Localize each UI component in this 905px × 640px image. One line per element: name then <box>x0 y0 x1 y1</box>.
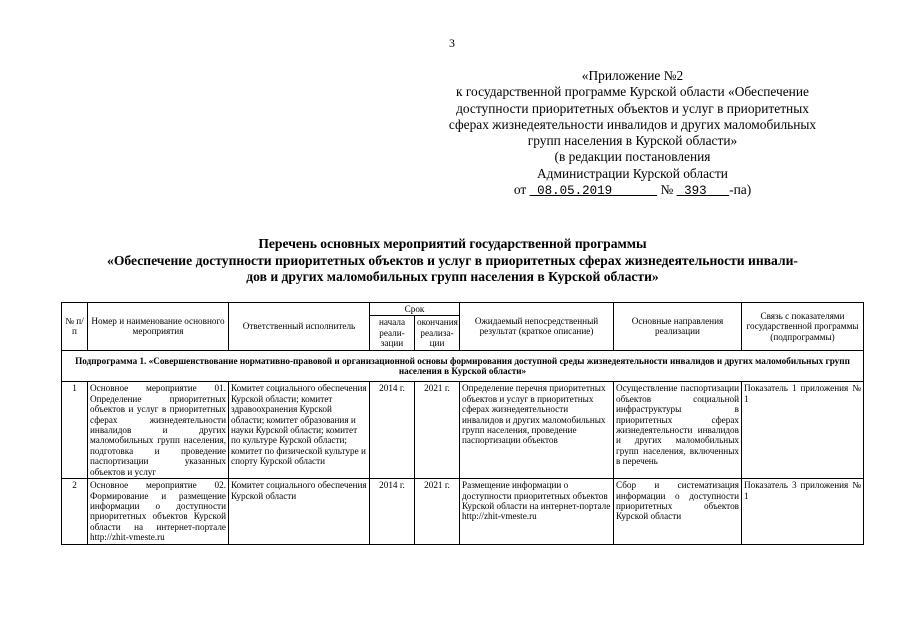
title-line: дов и других маломобильных групп населения в Курской области» <box>246 269 659 284</box>
header-name: Номер и наименование основного мероприятия <box>88 303 229 351</box>
row-end: 2021 г. <box>415 382 460 479</box>
row-executor: Комитет социального обеспечения Курской области <box>229 479 370 544</box>
header-term: Срок <box>370 303 460 316</box>
row-end: 2021 г. <box>415 479 460 544</box>
row-start: 2014 г. <box>370 479 415 544</box>
document-title <box>60 236 845 286</box>
appendix-line: Администрации Курской области <box>537 165 728 181</box>
row-name: Основное мероприятие 02. Формирование и размещение информации о доступности приоритетных объектов Курской области на интернет-портале http://zhit-vmeste.ru <box>88 479 229 544</box>
resolution-suffix: -па) <box>729 182 752 198</box>
appendix-line: доступности приоритетных объектов и услуг в приоритетных <box>456 100 809 116</box>
row-num: 2 <box>62 479 88 544</box>
appendix-line: групп населения в Курской области» <box>527 133 738 149</box>
row-link: Показатель 3 приложения № 1 <box>742 479 864 544</box>
row-start: 2014 г. <box>370 382 415 479</box>
header-executor: Ответственный исполнитель <box>229 303 370 351</box>
number-prefix: № <box>660 182 674 198</box>
header-num: № п/п <box>62 303 88 351</box>
appendix-line: (в редакции постановления <box>554 149 711 165</box>
table-row <box>62 382 864 479</box>
appendix-header <box>395 68 870 199</box>
row-result: Определение перечня приоритетных объектов и услуг в приоритетных сферах жизнедеятельности инвалидов и других маломобильных групп населения, проведение паспортизации объектов <box>460 382 614 479</box>
row-directions: Осуществление паспортизации объектов социальной инфраструктуры в приоритетных сферах жизнедеятельности инвалидов и других маломобильных групп населения, включенных в перечень <box>614 382 742 479</box>
header-link: Связь с показателями государственной программы (подпрограммы) <box>742 303 864 351</box>
header-directions: Основные направления реализации <box>614 303 742 351</box>
title-line: Перечень основных мероприятий государственной программы <box>258 236 647 251</box>
date-prefix: от <box>513 182 527 198</box>
appendix-date-line <box>395 182 870 199</box>
appendix-line: к государственной программе Курской области «Обеспечение <box>456 84 809 100</box>
appendix-line: «Приложение №2 <box>581 68 684 83</box>
resolution-number: 393 <box>684 184 707 199</box>
appendix-line: сферах жизнедеятельности инвалидов и других маломобильных <box>448 116 817 132</box>
header-end: окончания реализа-ции <box>415 316 460 350</box>
header-result: Ожидаемый непосредственный результат (краткое описание) <box>460 303 614 351</box>
header-start: начала реали-зации <box>370 316 415 350</box>
row-result: Размещение информации о доступности приоритетных объектов Курской области на интернет-портале http://zhit-vmeste.ru <box>460 479 614 544</box>
row-executor: Комитет социального обеспечения Курской области; комитет здравоохранения Курской области; комитет образования и науки Курской области; комитет по культуре Курской области; комитет по физической культуре и спорту Курской области <box>229 382 370 479</box>
row-directions: Сбор и систематизация информации о доступности приоритетных объектов Курской области <box>614 479 742 544</box>
measures-table <box>61 302 864 545</box>
row-num: 1 <box>62 382 88 479</box>
row-link: Показатель 1 приложения № 1 <box>742 382 864 479</box>
subprogram-title: Подпрограмма 1. «Совершенствование нормативно-правовой и организационной основы формирования доступной среды жизнедеятельности инвалидов и других маломобильных групп населения в Курской области» <box>62 350 864 382</box>
title-line: «Обеспечение доступности приоритетных объектов и услуг в приоритетных сферах жизнедеятельности инвали- <box>107 252 798 268</box>
table-row <box>62 479 864 544</box>
resolution-date: 08.05.2019 <box>537 184 613 199</box>
row-name: Основное мероприятие 01. Определение приоритетных объектов и услуг в приоритетных сферах жизнедеятельности инвалидов и других маломобильных групп населения, подготовка и проведение паспортизации указанных объектов и услуг <box>88 382 229 479</box>
page-number: 3 <box>449 36 455 50</box>
